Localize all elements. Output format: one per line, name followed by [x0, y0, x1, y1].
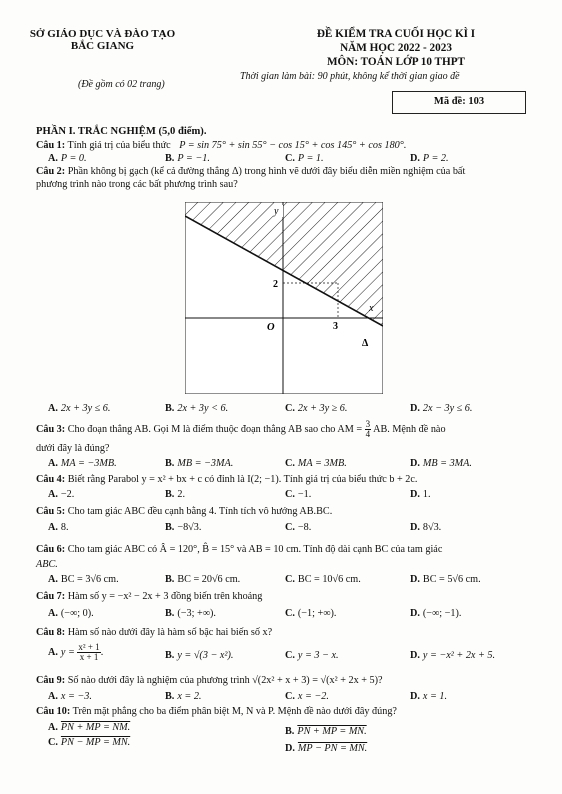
q1-option-b[interactable]: B. P = −1.	[165, 153, 210, 164]
section-title: PHẦN I. TRẮC NGHIỆM (5,0 điểm).	[36, 126, 207, 137]
q8-option-b[interactable]: B. y = √(3 − x²).	[165, 650, 234, 661]
y-intercept-label: 2	[273, 279, 278, 290]
q6-option-c[interactable]: C. BC = 10√6 cm.	[285, 574, 361, 585]
exam-code: Mã đề: 103	[433, 96, 485, 107]
time-note: Thời gian làm bài: 90 phút, không kể thời gian giao đề	[240, 71, 460, 82]
q7-option-a[interactable]: A. (−∞; 0).	[48, 608, 94, 619]
q2-option-d[interactable]: D. 2x − 3y ≤ 6.	[410, 403, 473, 414]
q5-option-b[interactable]: B. −8√3.	[165, 522, 202, 533]
q6-option-d[interactable]: D. BC = 5√6 cm.	[410, 574, 481, 585]
school-year: NĂM HỌC 2022 - 2023	[340, 42, 452, 54]
department-name: SỞ GIÁO DỤC VÀ ĐÀO TẠO	[29, 28, 176, 40]
q2-option-c[interactable]: C. 2x + 3y ≥ 6.	[285, 403, 348, 414]
question-2: Câu 2: Phần không bị gạch (kể cả đường thẳng Δ) trong hình vẽ dưới đây biểu diễn miền nghiệm của bất	[36, 166, 466, 177]
question-4: Câu 4: Biết rằng Parabol y = x² + bx + c có đỉnh là I(2; −1). Tính giá trị của biểu thức b + 2c.	[36, 474, 418, 485]
q5-option-d[interactable]: D. 8√3.	[410, 522, 442, 533]
q9-option-b[interactable]: B. x = 2.	[165, 691, 202, 702]
question-5: Câu 5: Cho tam giác ABC đều cạnh bằng 4. Tính tích vô hướng AB.BC.	[36, 506, 333, 517]
q6-option-a[interactable]: A. BC = 3√6 cm.	[48, 574, 119, 585]
q7-option-d[interactable]: D. (−∞; −1).	[410, 608, 462, 619]
q3-option-c[interactable]: C. MA = 3MB.	[285, 458, 347, 469]
pages-note: (Đề gồm có 02 trang)	[78, 79, 165, 90]
q8-fraction: $\frac{\text{x² + 1}}{x + 1}$	[78, 642, 100, 662]
q2-option-a[interactable]: A. 2x + 3y ≤ 6.	[48, 403, 111, 414]
q9-option-c[interactable]: C. x = −2.	[285, 691, 329, 702]
q9-option-d[interactable]: D. x = 1.	[410, 691, 448, 702]
q5-option-c[interactable]: C. −8.	[285, 522, 312, 533]
q4-option-d[interactable]: D. 1.	[410, 489, 431, 500]
q8-option-d[interactable]: D. y = −x² + 2x + 5.	[410, 650, 496, 661]
question-10: Câu 10: Trên mặt phẳng cho ba điểm phân biệt M, N và P. Mệnh đề nào dưới đây đúng?	[36, 706, 397, 717]
q7-option-b[interactable]: B. (−3; +∞).	[165, 608, 216, 619]
q1-option-c[interactable]: C. P = 1.	[285, 153, 324, 164]
q1-option-a[interactable]: A. P = 0.	[48, 153, 87, 164]
q5-option-a[interactable]: A. 8.	[48, 522, 69, 533]
exam-title: ĐỀ KIỂM TRA CUỐI HỌC KÌ I	[316, 28, 476, 40]
q6-option-b[interactable]: B. BC = 20√6 cm.	[165, 574, 241, 585]
q8-option-c[interactable]: C. y = 3 − x.	[285, 650, 339, 661]
q10-option-d[interactable]: D. MP − PN = MN.	[285, 743, 368, 754]
question-6-line2: ABC.	[36, 559, 58, 570]
q3-option-b[interactable]: B. MB = −3MA.	[165, 458, 234, 469]
question-3-line2: dưới đây là đúng?	[36, 443, 110, 454]
fraction-3-4: $\frac{3}{4}$	[365, 419, 371, 439]
question-7: Câu 7: Hàm số y = −x² − 2x + 3 đồng biến trên khoảng	[36, 591, 263, 602]
q4-option-a[interactable]: A. −2.	[48, 489, 75, 500]
question-9: Câu 9: Số nào dưới đây là nghiệm của phương trình √(2x² + x + 3) = √(x² + 2x + 5)?	[36, 675, 383, 686]
x-intercept-label: 3	[333, 321, 338, 332]
question-1: Câu 1: Tính giá trị của biểu thức P = sin 75° + sin 55° − cos 15° + cos 145° + cos 180°.	[36, 140, 407, 151]
q10-option-c[interactable]: C. PN − MP = MN.	[48, 737, 131, 748]
question-2-line2: phương trình nào trong các bất phương trình sau?	[36, 179, 238, 190]
q8-option-a[interactable]: A. y = $\frac{\text{x² + 1}}{x + 1}$ .	[48, 642, 104, 662]
exam-code-box	[392, 91, 526, 114]
q4-option-b[interactable]: B. 2.	[165, 489, 185, 500]
question-6: Câu 6: Cho tam giác ABC có Â = 120°, B̂ = 15° và AB = 10 cm. Tính độ dài cạnh BC của tam giác	[36, 544, 443, 555]
q10-option-a[interactable]: A. PN + MP = NM.	[48, 722, 131, 733]
q10-option-b[interactable]: B. PN + MP = MN.	[285, 726, 367, 737]
question-8: Câu 8: Hàm số nào dưới đây là hàm số bậc hai biến số x?	[36, 627, 273, 638]
q1-option-d[interactable]: D. P = 2.	[410, 153, 449, 164]
question-3: Câu 3: Cho đoạn thẳng AB. Gọi M là điểm thuộc đoạn thẳng AB sao cho AM = $\frac{3}{4}$ AB. Mệnh đề nào	[36, 419, 446, 439]
province-name: BẮC GIANG	[70, 40, 135, 52]
line-delta-label: Δ	[362, 338, 369, 349]
inequality-graph	[185, 202, 383, 394]
q3-option-a[interactable]: A. MA = −3MB.	[48, 458, 117, 469]
x-axis-label: x	[369, 303, 374, 314]
subject: MÔN: TOÁN LỚP 10 THPT	[327, 56, 465, 68]
q2-option-b[interactable]: B. 2x + 3y < 6.	[165, 403, 229, 414]
y-axis-label: y	[274, 206, 279, 217]
q3-option-d[interactable]: D. MB = 3MA.	[410, 458, 472, 469]
origin-label: O	[267, 322, 275, 333]
q7-option-c[interactable]: C. (−1; +∞).	[285, 608, 337, 619]
q9-option-a[interactable]: A. x = −3.	[48, 691, 92, 702]
q4-option-c[interactable]: C. −1.	[285, 489, 312, 500]
